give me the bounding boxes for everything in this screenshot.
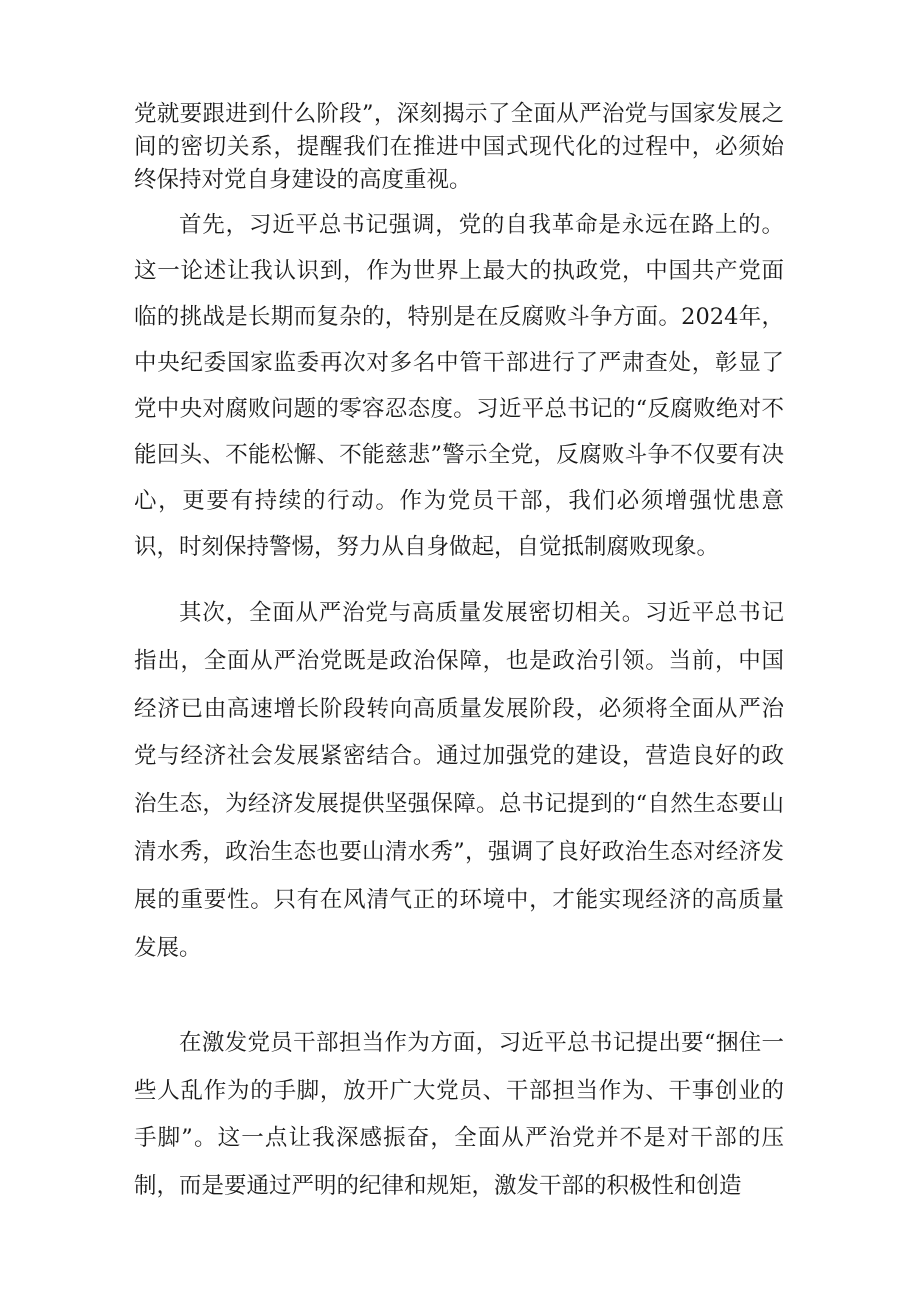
paragraph-anti-corruption: 首先，习近平总书记强调，党的自我革命是永远在路上的。这一论述让我认识到，作为世界上最大的执政党，中国共产党面临的挑战是长期而复杂的，特别是在反腐败斗争方面。2024年，中央纪委国家监委再次对多名中管干部进行了严肃查处，彰显了党中央对腐败问题的零容忍态度。习近平总书记的“反腐败绝对不能回头、不能松懈、不能慈悲”警示全党，反腐败斗争不仅要有决心，更要有持续的行动。作为党员干部，我们必须增强忧患意识，时刻保持警惕，努力从自身做起，自觉抵制腐败现象。 [134,212,784,560]
paragraph-high-quality-development: 其次，全面从严治党与高质量发展密切相关。习近平总书记指出，全面从严治党既是政治保障，也是政治引领。当前，中国经济已由高速增长阶段转向高质量发展阶段，必须将全面从严治党与经济社会发展紧密结合。通过加强党的建设，营造良好的政治生态，为经济发展提供坚强保障。总书记提到的“自然生态要山清水秀，政治生态也要山清水秀”，强调了良好政治生态对经济发展的重要性。只有在风清气正的环境中，才能实现经济的高质量发展。 [134,600,784,961]
paragraph-continuation: 党就要跟进到什么阶段”，深刻揭示了全面从严治党与国家发展之间的密切关系，提醒我们在推进中国式现代化的过程中，必须始终保持对党自身建设的高度重视。 [134,101,784,193]
paragraph-cadre-initiative: 在激发党员干部担当作为方面，习近平总书记提出要“捆住一些人乱作为的手脚，放开广大党员、干部担当作为、干事创业的手脚”。这一点让我深感振奋，全面从严治党并不是对干部的压制，而是要通过严明的纪律和规矩，激发干部的积极性和创造 [134,1030,784,1199]
